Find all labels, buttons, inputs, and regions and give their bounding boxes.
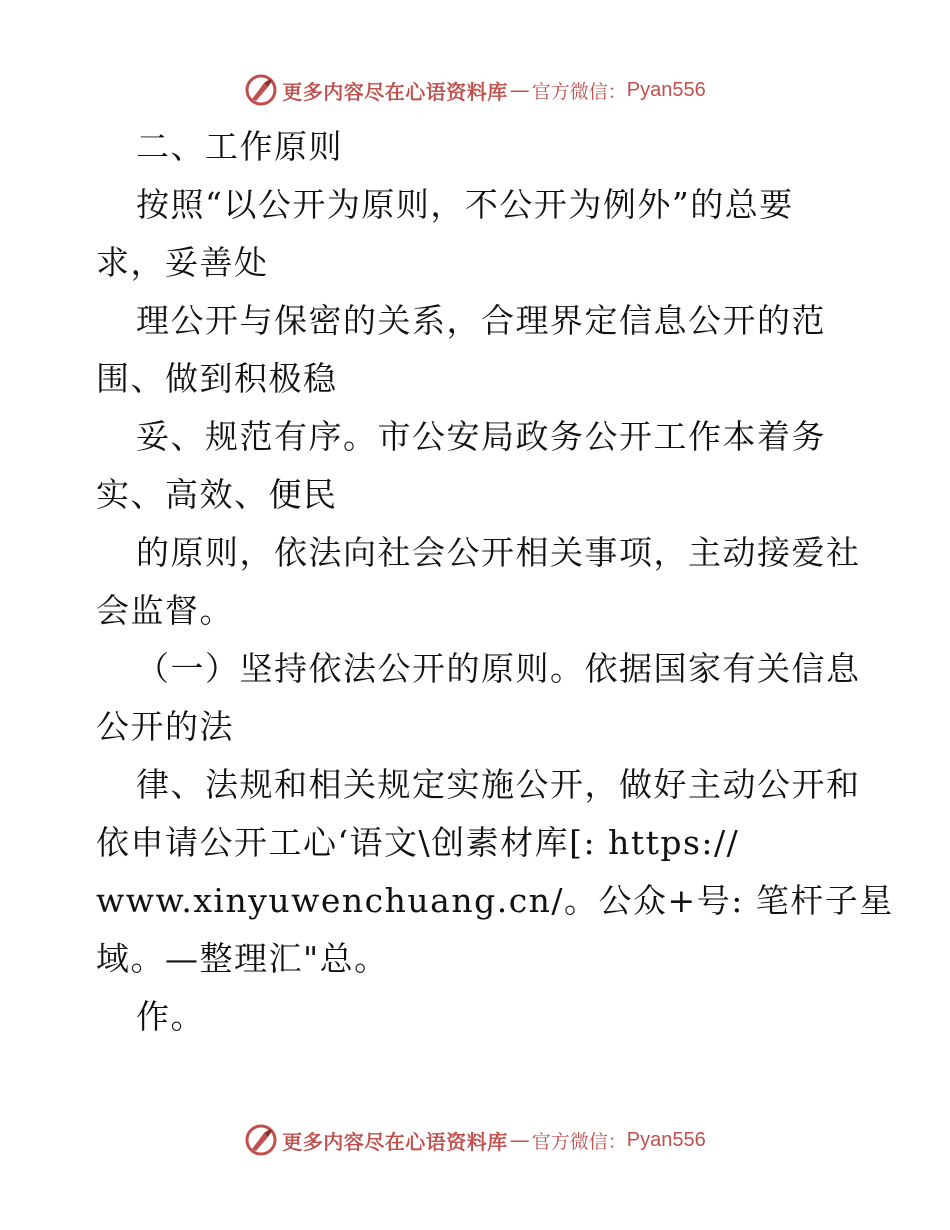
banner-wechat-id: Pyan556 (626, 1128, 706, 1151)
document-line: 公开的法 (96, 707, 234, 746)
document-line: 围、做到积极稳 (96, 359, 338, 398)
banner-official-label: 官方微信： (531, 1130, 627, 1153)
document-line: 依申请公开工心‘语文\创素材库[: https:// (96, 823, 740, 862)
document-line: 理公开与保密的关系，合理界定信息公开的范 (136, 301, 826, 340)
document-line: （一）坚持依法公开的原则。依据国家有关信息 (136, 649, 861, 688)
footer-banner (0, 1120, 950, 1160)
document-line: 按照“以公开为原则，不公开为例外”的总要 (136, 185, 794, 224)
banner-wechat-id: Pyan556 (626, 78, 706, 101)
pen-nib-logo-icon (244, 73, 278, 107)
document-body (96, 118, 894, 1046)
document-line: 妥、规范有序。市公安局政务公开工作本着务 (136, 417, 826, 456)
banner-brand-text: 更多内容尽在心语资料库 (282, 1129, 508, 1154)
header-banner (0, 70, 950, 110)
banner-dash: — (509, 1128, 530, 1152)
document-line: 作。 (136, 997, 205, 1036)
banner-official-label: 官方微信： (531, 80, 627, 103)
document-line: 域。—整理汇"总。 (96, 939, 389, 978)
document-line: 会监督。 (96, 591, 234, 630)
document-line: 二、工作原则 (136, 127, 343, 166)
pen-nib-logo-icon (244, 1123, 278, 1157)
banner-dash: — (509, 78, 530, 102)
document-line: 实、高效、便民 (96, 475, 338, 514)
document-line: 求，妥善处 (96, 243, 269, 282)
document-line: 律、法规和相关规定实施公开，做好主动公开和 (136, 765, 861, 804)
document-line: www.xinyuwenchuang.cn/。公众+号: 笔杆子星 (96, 881, 894, 920)
banner-brand-text: 更多内容尽在心语资料库 (282, 79, 508, 104)
document-line: 的原则，依法向社会公开相关事项，主动接爱社 (136, 533, 861, 572)
